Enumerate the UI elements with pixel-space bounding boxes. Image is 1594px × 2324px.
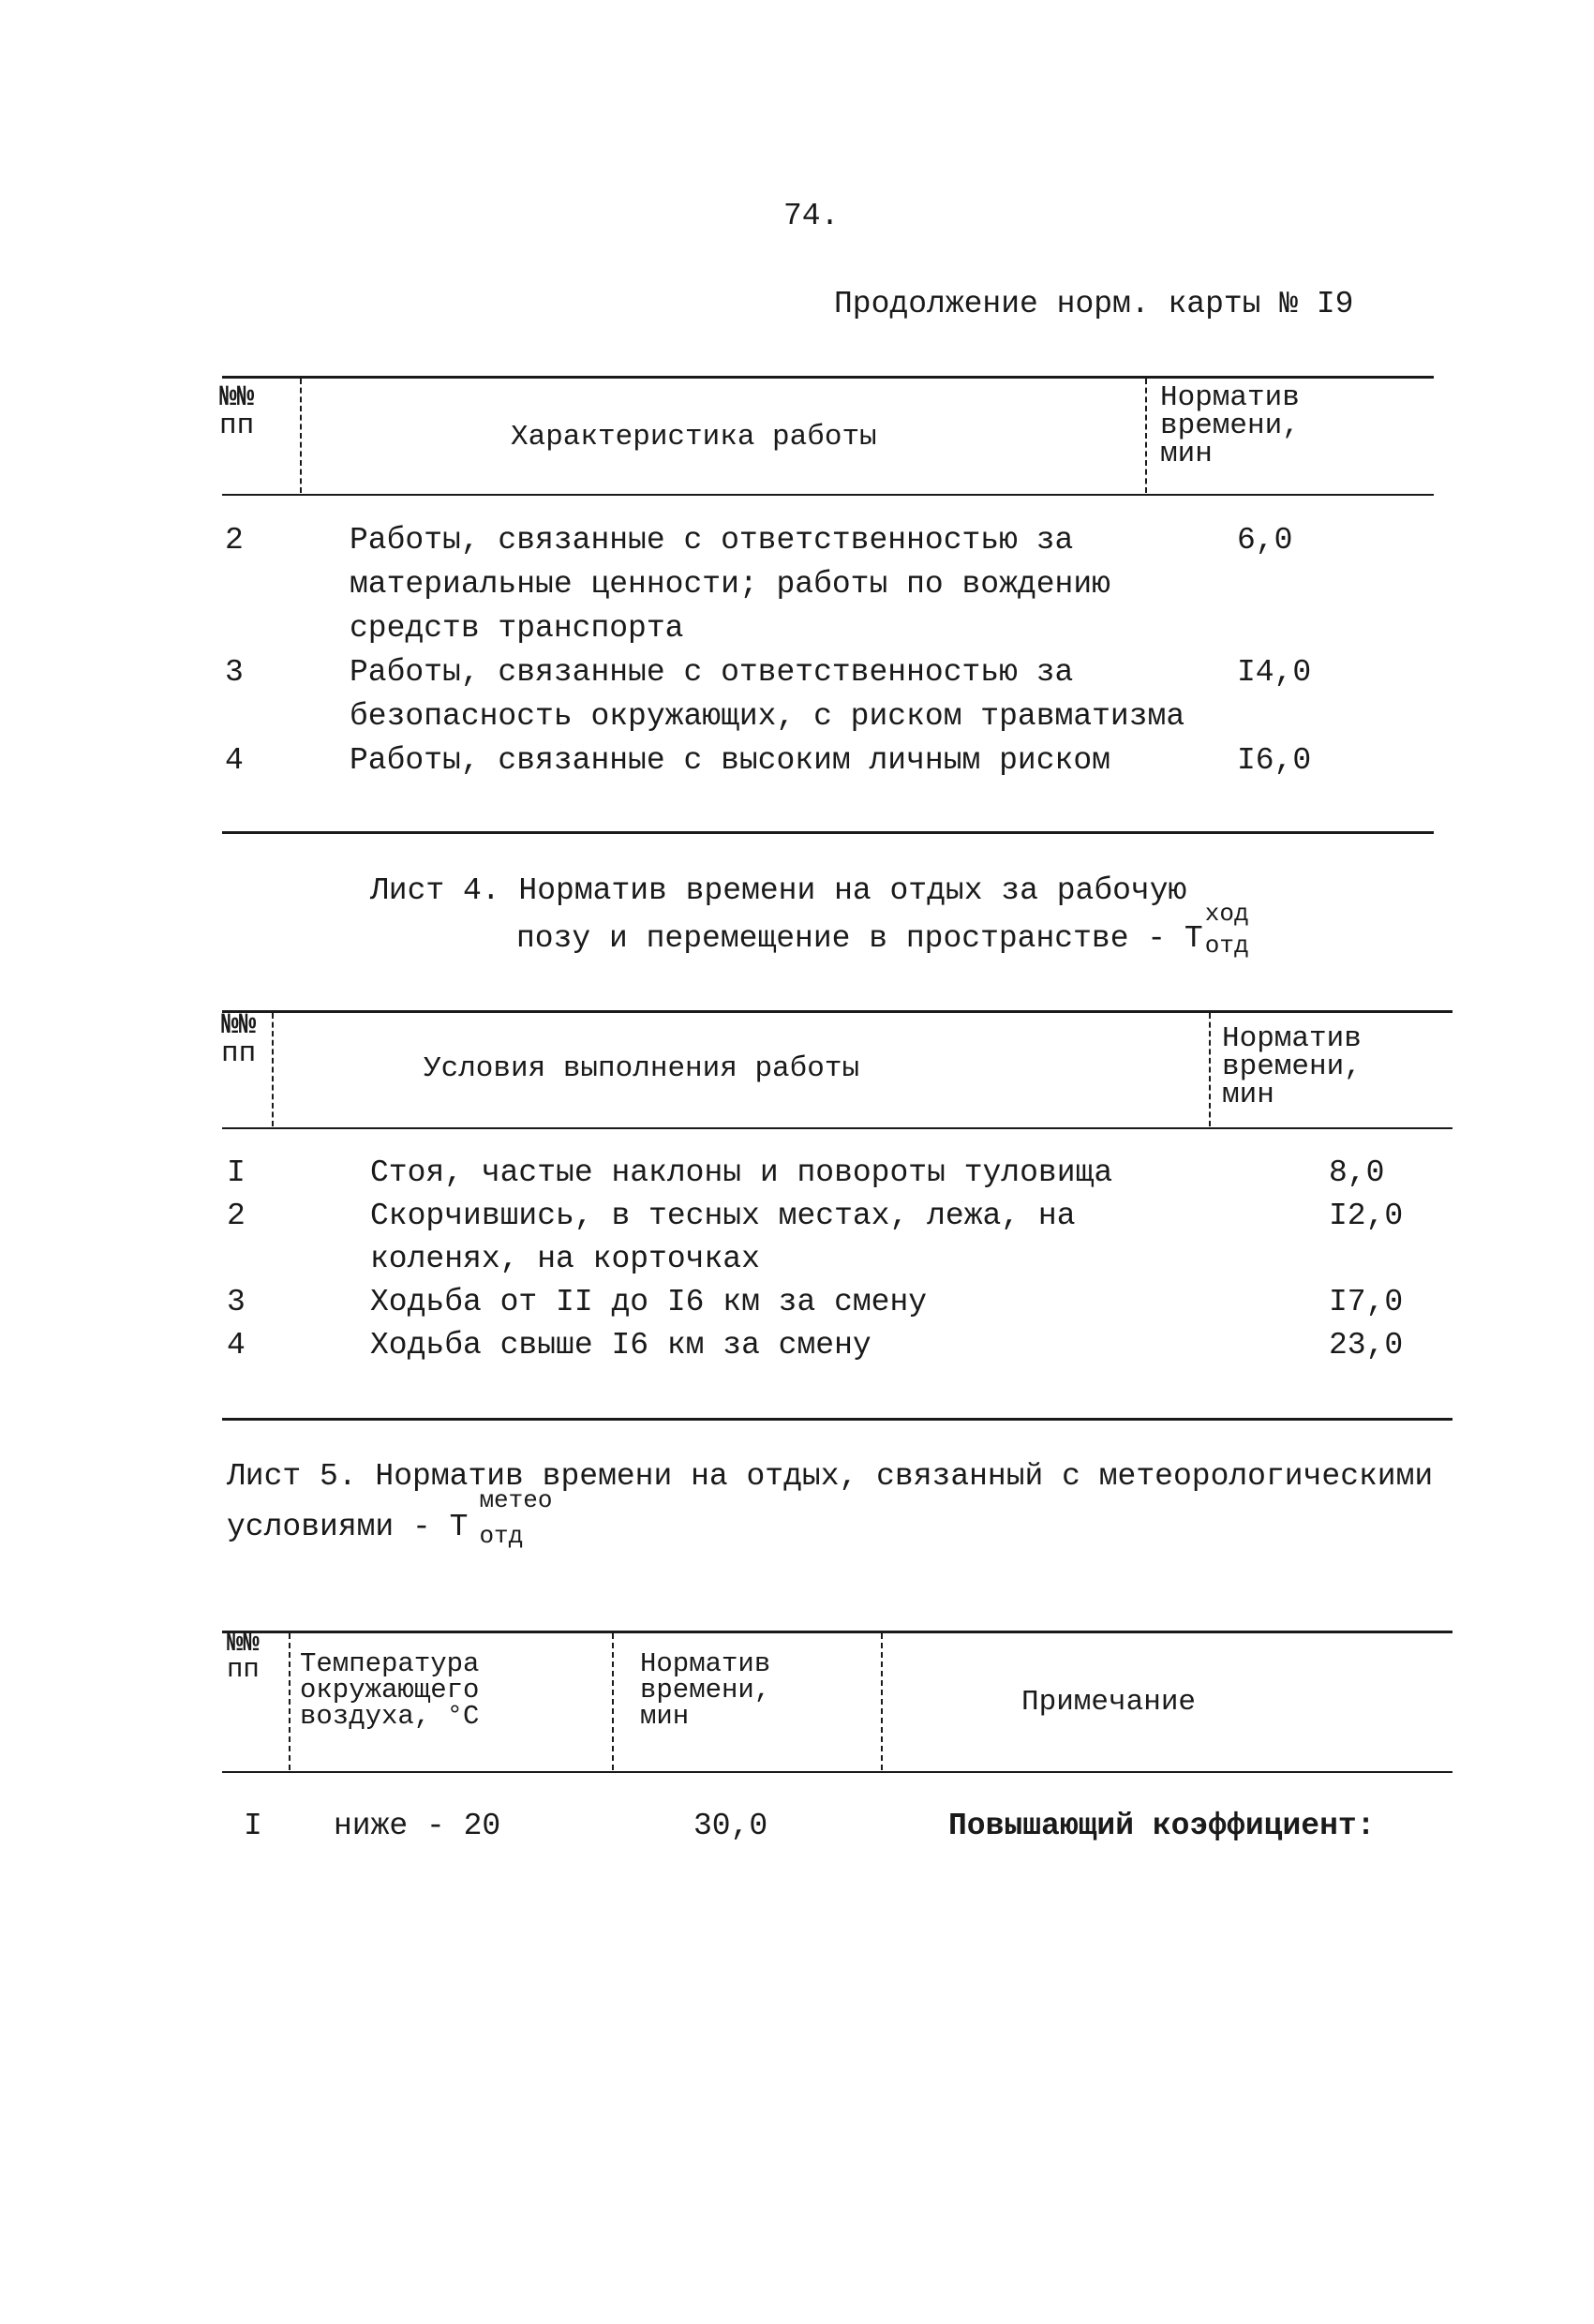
table1-header-norm: времени, <box>1160 410 1300 442</box>
row-value: I2,0 <box>1329 1199 1404 1233</box>
table3-col-divider <box>289 1633 290 1770</box>
row-number: 4 <box>225 743 244 778</box>
table1-header-norm: мин <box>1160 438 1213 470</box>
row-value: I7,0 <box>1329 1285 1404 1319</box>
table2-header-norm: мин <box>1222 1079 1274 1111</box>
table3-header-rule <box>222 1771 1452 1773</box>
table3-header-temperature: окружающего <box>300 1675 480 1706</box>
table1-bottom-rule <box>222 831 1434 834</box>
table1-top-rule <box>222 376 1434 379</box>
row-temperature: ниже - 20 <box>334 1809 501 1843</box>
table3-header-norm: мин <box>640 1701 690 1732</box>
sheet5-subscript: отд <box>479 1522 524 1550</box>
table1-col-divider <box>300 379 302 493</box>
table3-header-norm: Норматив <box>640 1648 771 1679</box>
table2-header-num: №№ <box>221 1009 257 1042</box>
row-text: Работы, связанные с ответственностью за <box>350 523 1074 558</box>
sheet4-title: Лист 4. Норматив времени на отдых за рабочую <box>370 873 1187 908</box>
row-number: 4 <box>227 1328 246 1363</box>
row-number: I <box>227 1155 246 1190</box>
row-number: 3 <box>225 655 244 690</box>
row-value: 8,0 <box>1329 1155 1385 1190</box>
table3-header-temperature: Температура <box>300 1648 480 1679</box>
table1-header-num: №№ <box>219 381 255 414</box>
table2-header-rule <box>222 1127 1452 1129</box>
table3-header-note: Примечание <box>1021 1686 1197 1719</box>
page-number: 74. <box>783 199 840 233</box>
table1-header-rule <box>222 494 1434 496</box>
table3-col-divider <box>881 1633 883 1770</box>
row-text: коленях, на корточках <box>370 1242 760 1276</box>
row-text: Стоя, частые наклоны и повороты туловища <box>370 1155 1113 1190</box>
sheet5-superscript: метео <box>479 1486 553 1514</box>
table2-col-divider <box>1209 1013 1211 1126</box>
row-text: Ходьба от II до I6 км за смену <box>370 1285 928 1319</box>
row-value: 6,0 <box>1237 523 1293 558</box>
row-text: безопасность окружающих, с риском травматизма <box>350 699 1185 734</box>
row-number: 2 <box>225 523 244 558</box>
sheet5-title: Лист 5. Норматив времени на отдых, связанный с метеорологическими <box>227 1459 1434 1494</box>
table3-header-temperature: воздуха, °С <box>300 1701 480 1732</box>
table3-header-num: пп <box>227 1654 260 1685</box>
table3-top-rule <box>222 1631 1452 1633</box>
row-value: 30,0 <box>693 1809 768 1843</box>
table2-col-divider <box>272 1013 274 1126</box>
table3-header-num: №№ <box>227 1628 260 1659</box>
row-note: Повышающий коэффициент: <box>948 1809 1376 1843</box>
table1-header-norm: Норматив <box>1160 381 1300 414</box>
row-value: I4,0 <box>1237 655 1312 690</box>
row-text: Ходьба свыше I6 км за смену <box>370 1328 871 1363</box>
table2-header-norm: времени, <box>1222 1050 1362 1083</box>
row-text: материальные ценности; работы по вождению <box>350 567 1110 602</box>
row-number: 3 <box>227 1285 246 1319</box>
table3-col-divider <box>612 1633 614 1770</box>
table2-header-num: пп <box>221 1037 257 1070</box>
sheet5-title-text: условиями - Т <box>227 1510 469 1544</box>
table2-top-rule <box>222 1010 1452 1013</box>
table2-header-description: Условия выполнения работы <box>424 1052 860 1085</box>
sheet5-title-line2 <box>227 1486 571 1550</box>
sheet4-title-text: позу и перемещение в пространстве - Т <box>516 921 1203 956</box>
row-text: средств транспорта <box>350 611 684 646</box>
table2-header-norm: Норматив <box>1222 1022 1362 1055</box>
row-value: 23,0 <box>1329 1328 1404 1363</box>
row-text: Скорчившись, в тесных местах, лежа, на <box>370 1199 1076 1233</box>
row-number: 2 <box>227 1199 246 1233</box>
table1-col-divider <box>1145 379 1147 493</box>
table1-header-num: пп <box>219 410 255 442</box>
sheet4-subscript: отд <box>1204 931 1249 960</box>
sheet4-title-line2 <box>516 900 1288 960</box>
table1-header-description: Характеристика работы <box>511 421 877 454</box>
table3-header-norm: времени, <box>640 1675 771 1706</box>
row-value: I6,0 <box>1237 743 1312 778</box>
row-text: Работы, связанные с ответственностью за <box>350 655 1074 690</box>
sheet4-superscript: ход <box>1204 900 1249 928</box>
table2-bottom-rule <box>222 1418 1452 1421</box>
row-text: Работы, связанные с высоким личным риском <box>350 743 1110 778</box>
row-number: I <box>244 1809 262 1843</box>
continuation-title: Продолжение норм. карты № I9 <box>834 287 1354 321</box>
